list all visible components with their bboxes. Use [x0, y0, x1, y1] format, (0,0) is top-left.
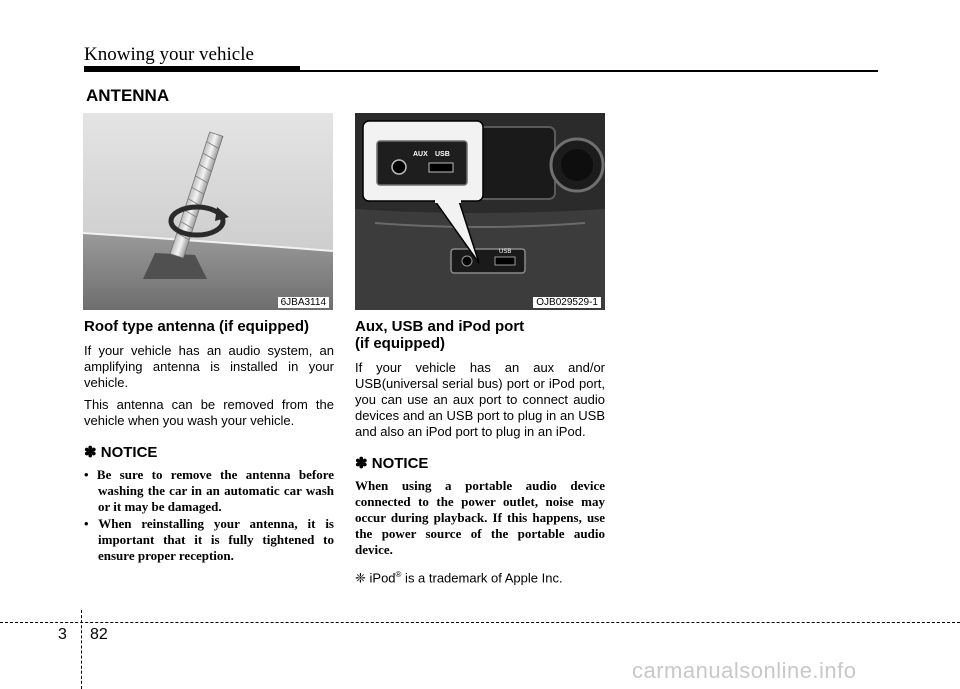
header-rule-thin [300, 70, 878, 72]
page-header-title: Knowing your vehicle [84, 44, 254, 65]
aux-usb-heading-line-1: Aux, USB and iPod port [355, 318, 525, 335]
aux-usb-heading-line-2: (if equipped) [355, 335, 445, 352]
antenna-illustration [83, 113, 333, 310]
antenna-figure [83, 113, 333, 310]
registered-mark: ® [395, 570, 402, 579]
footer-rule-vertical [81, 610, 82, 689]
header-rule-thick [84, 66, 300, 72]
aux-label: AUX [413, 151, 428, 158]
aux-usb-figure [355, 113, 605, 310]
usb-small-label: USB [499, 249, 512, 255]
notice-list-antenna [84, 467, 334, 564]
notice-title-antenna: ✽ NOTICE [84, 444, 158, 461]
notice-text-aux: When using a portable audio device connected to the power outlet, noise may occur during playback. If this happens, use the power source of the portable audio device. [355, 478, 605, 557]
ipod-trademark-note [355, 570, 605, 586]
usb-label: USB [435, 151, 450, 158]
right-column [355, 318, 605, 586]
notice-item: • Be sure to remove the antenna before washing the car in an automatic car wash or it may be damaged. [84, 467, 334, 514]
figure-caption-antenna: 6JBA3114 [278, 297, 329, 308]
page-number: 82 [90, 626, 108, 643]
aux-usb-heading [355, 318, 605, 352]
roof-antenna-para-2: This antenna can be removed from the vehicle when you wash your vehicle. [84, 397, 334, 428]
roof-antenna-para-1: If your vehicle has an audio system, an amplifying antenna is installed in your vehicle. [84, 343, 334, 390]
footer-rule-horizontal [0, 622, 960, 623]
figure-caption-aux-usb: OJB029529-1 [533, 297, 601, 308]
watermark: carmanualsonline.info [632, 658, 857, 683]
aux-usb-illustration [355, 113, 605, 310]
section-title: ANTENNA [86, 86, 170, 105]
left-column [84, 318, 334, 565]
trademark-suffix: is a trademark of Apple Inc. [401, 570, 563, 586]
chapter-number: 3 [58, 626, 67, 643]
trademark-prefix: ❈ iPod [355, 570, 396, 586]
notice-title-aux: ✽ NOTICE [355, 455, 429, 472]
roof-antenna-heading: Roof type antenna (if equipped) [84, 318, 309, 335]
aux-usb-para-1: If your vehicle has an aux and/or USB(universal serial bus) port or iPod port, you can use an aux port to connect audio devices and an USB port to plug in an USB and also an iPod port to plug in an iPod. [355, 360, 605, 439]
notice-item: • When reinstalling your antenna, it is important that it is fully tightened to ensure proper reception. [84, 516, 334, 563]
